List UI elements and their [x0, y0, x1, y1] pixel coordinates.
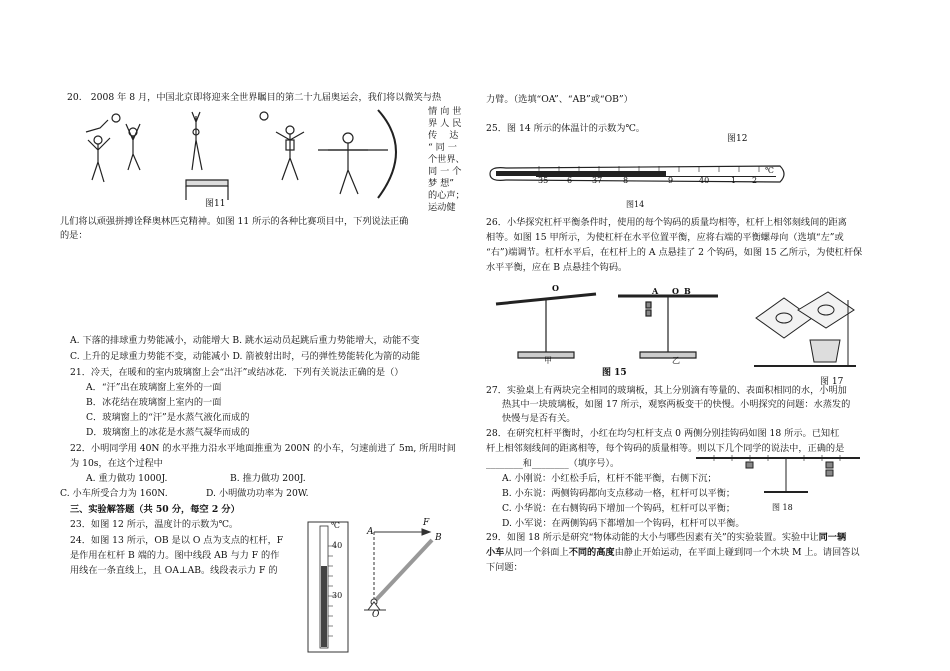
- q22-optA: A. 重力做功 1000J.: [86, 473, 168, 484]
- q24-line2: 是作用在杠杆 B 端的力。图中线段 AB 与力 F 的作: [70, 550, 280, 561]
- therm14-tick-40: 40: [699, 176, 710, 185]
- q22-optD: D. 小明做功功率为 20W.: [206, 488, 309, 499]
- therm14-tick-8: 8: [623, 176, 629, 185]
- q29-line2-c: 不同的高度: [568, 547, 615, 558]
- q28-line3: ________和________（填序号）。: [486, 458, 620, 469]
- therm12-tick-40: 40: [332, 541, 343, 550]
- q21-optD: D．玻璃窗上的冰花是水蒸气凝华而成的: [86, 427, 250, 438]
- q22-optC: C. 小车所受合力为 160N.: [60, 488, 168, 499]
- q29-line2: [486, 545, 860, 560]
- fig13-label-F: F: [423, 518, 430, 528]
- thermometer-fig12: [306, 520, 352, 656]
- therm14-tick-9: 9: [668, 176, 674, 185]
- fig15-label-O2: O: [672, 286, 679, 296]
- q22-line2: 为 10s，在这个过程中: [70, 458, 163, 469]
- q26-line1: 26．小华探究杠杆平衡条件时，使用的每个钩码的质量均相等，杠杆上相邻刻线间的距离: [486, 217, 847, 228]
- q22-line1: 22．小明同学用 40N 的水平推力沿水平地面推重为 200N 的小车，匀速前进了 5m, 所用时间: [70, 443, 456, 454]
- q20-optA: A. 下落的排球重力势能减小，动能增大 B. 跳水运动员起跳后重力势能增大，动能不变: [70, 335, 420, 346]
- q20-line3: 的是：: [60, 230, 88, 241]
- q29-line2-d: 由静止开始运动，在平面上碰到同一个木块 M 上。请回答以: [614, 547, 860, 558]
- fig15-label-O1: O: [552, 283, 559, 293]
- q28-optB: B. 小东说：两侧钩码都向支点移动一格，杠杆可以平衡；: [502, 488, 736, 499]
- q22-optB: B. 推力做功 200J.: [230, 473, 306, 484]
- q27-line3: 快慢与是否有关。: [502, 413, 576, 424]
- q21-optC: C．玻璃窗上的“汗”是水蒸气液化而成的: [86, 412, 250, 423]
- q20-side-4: 个世界、: [428, 154, 465, 165]
- q28-optC: C. 小华说：在右侧钩码下增加一个钩码，杠杆可以平衡；: [502, 503, 736, 514]
- therm14-tick-37: 37: [592, 176, 603, 185]
- therm14-tick-1: 1: [731, 176, 737, 185]
- lever-fig13: [362, 520, 462, 620]
- q23: 23．如图 12 所示，温度计的示数为℃。: [70, 519, 239, 530]
- q20-optC: C. 上升的足球重力势能不变，动能减小 D. 箭被射出时，弓的弹性势能转化为箭的动能: [70, 351, 420, 362]
- q25: 25．图 14 所示的体温计的示数为℃。: [486, 123, 645, 134]
- fig15-label-B: B: [684, 286, 691, 296]
- q28-optD: D. 小军说：在两侧钩码下都增加一个钩码，杠杆可以平衡。: [502, 518, 745, 529]
- fig11-caption: 图11: [205, 199, 226, 209]
- q29-line2-b: 从同一个斜面上: [504, 547, 569, 558]
- fig13-label-A: A: [367, 527, 374, 537]
- q24-line1: 24．如图 13 所示，OB 是以 O 点为支点的杠杆，F: [70, 535, 284, 546]
- q28-optA: A. 小刚说：小红松手后，杠杆不能平衡，右侧下沉；: [502, 473, 717, 484]
- q21-optB: B．冰花结在玻璃窗上室内的一面: [86, 397, 222, 408]
- q21-optA: A．“汗”出在玻璃窗上室外的一面: [86, 382, 222, 393]
- therm14-tick-2: 2: [752, 176, 758, 185]
- q20-line2: 儿们将以顽强拼搏诠释奥林匹克精神。如图 11 所示的各种比赛项目中，下列说法正确: [60, 216, 409, 227]
- fig15-sub-jia: 甲: [544, 356, 552, 365]
- glass-plates-fig17: [750, 290, 860, 372]
- therm14-tick-6: 6: [567, 176, 573, 185]
- q21-stem: 21．冷天，在暖和的室内玻璃窗上会“出汗”或结冰花．下列有关说法正确的是（）: [70, 367, 404, 378]
- fig13-label-B: B: [435, 533, 442, 543]
- fig13-label-O: O: [372, 610, 380, 620]
- q29-line1-a: 29．如图 18 所示是研究“物体动能的大小与哪些因素有关”的实验装置。实验中让: [486, 532, 819, 543]
- q20-line1: 20. 2008 年 8 月，中国北京即将迎来全世界瞩目的第二十九届奥运会，我们将以微笑与热: [67, 92, 442, 103]
- lever-fig18: [694, 450, 864, 502]
- q20-side-7: 的心声；: [428, 190, 465, 201]
- q29-line1-b: 同一辆: [818, 532, 847, 543]
- fig15-label-A: A: [652, 286, 659, 296]
- q20-side-8: 运动健: [428, 202, 456, 213]
- fig14-caption: 图14: [626, 200, 645, 209]
- lever-fig15: [488, 282, 728, 366]
- q26-line4: 水平平衡，应在 B 点悬挂个钩码。: [486, 262, 628, 273]
- fig15-caption: 图 15: [602, 368, 627, 378]
- q28-line2: 杆上相邻刻线间的距离相等，每个钩码的质量相等。则以下几个同学的说法中，正确的是: [486, 443, 845, 454]
- q20-side-0: 情 向 世: [428, 106, 462, 117]
- q20-side-2: 传 达: [428, 130, 459, 141]
- fig15-sub-yi: 乙: [672, 356, 680, 365]
- figure-11: [78, 110, 428, 205]
- fig17-caption: 图 17: [820, 377, 844, 387]
- q26-line3: “右”)端调节。杠杆水平后，在杠杆上的 A 点悬挂了 2 个钩码，如图 15 乙所示，为使杠杆保: [486, 247, 863, 258]
- q29-line1: [486, 530, 846, 545]
- section3-heading: 三、实验解答题（共 50 分，每空 2 分）: [70, 504, 240, 515]
- q24-continuation: 力臂。（选填“OA”、“AB”或“OB”）: [486, 94, 633, 105]
- fig12-label: 图12: [727, 134, 748, 144]
- fig18-caption: 图 18: [772, 503, 793, 512]
- q28-line1: 28．在研究杠杆平衡时，小红在均匀杠杆支点 0 两侧分别挂钩码如图 18 所示。已知杠: [486, 428, 840, 439]
- q29-line3: 下问题：: [486, 562, 523, 573]
- q20-side-3: “ 同 一: [428, 142, 457, 153]
- q20-side-1: 界 人 民: [428, 118, 462, 129]
- q20-side-6: 梦 想”: [428, 178, 454, 189]
- q26-line2: 相等。如图 15 甲所示，为使杠杆在水平位置平衡，应将右端的平衡螺母向（选填“左”或: [486, 232, 844, 243]
- therm14-unit: ℃: [765, 166, 774, 175]
- q27-line1: 27．实验桌上有两块完全相同的玻璃板，其上分别滴有等量的、表面积相同的水，小明加: [486, 385, 847, 396]
- thermometer-fig14: [484, 158, 794, 190]
- therm14-tick-35: 35: [538, 176, 549, 185]
- q24-line3: 用线在一条直线上，且 OA⊥AB。线段表示力 F 的: [70, 565, 278, 576]
- q20-side-5: 同 一 个: [428, 166, 462, 177]
- q29-line2-a: 小车: [486, 547, 505, 558]
- therm12-unit: ℃: [331, 521, 340, 530]
- therm12-tick-30: 30: [332, 591, 343, 600]
- q27-line2: 热其中一块玻璃板，如图 17 所示，观察两板变干的快慢。小明探究的问题：水蒸发的: [502, 399, 851, 410]
